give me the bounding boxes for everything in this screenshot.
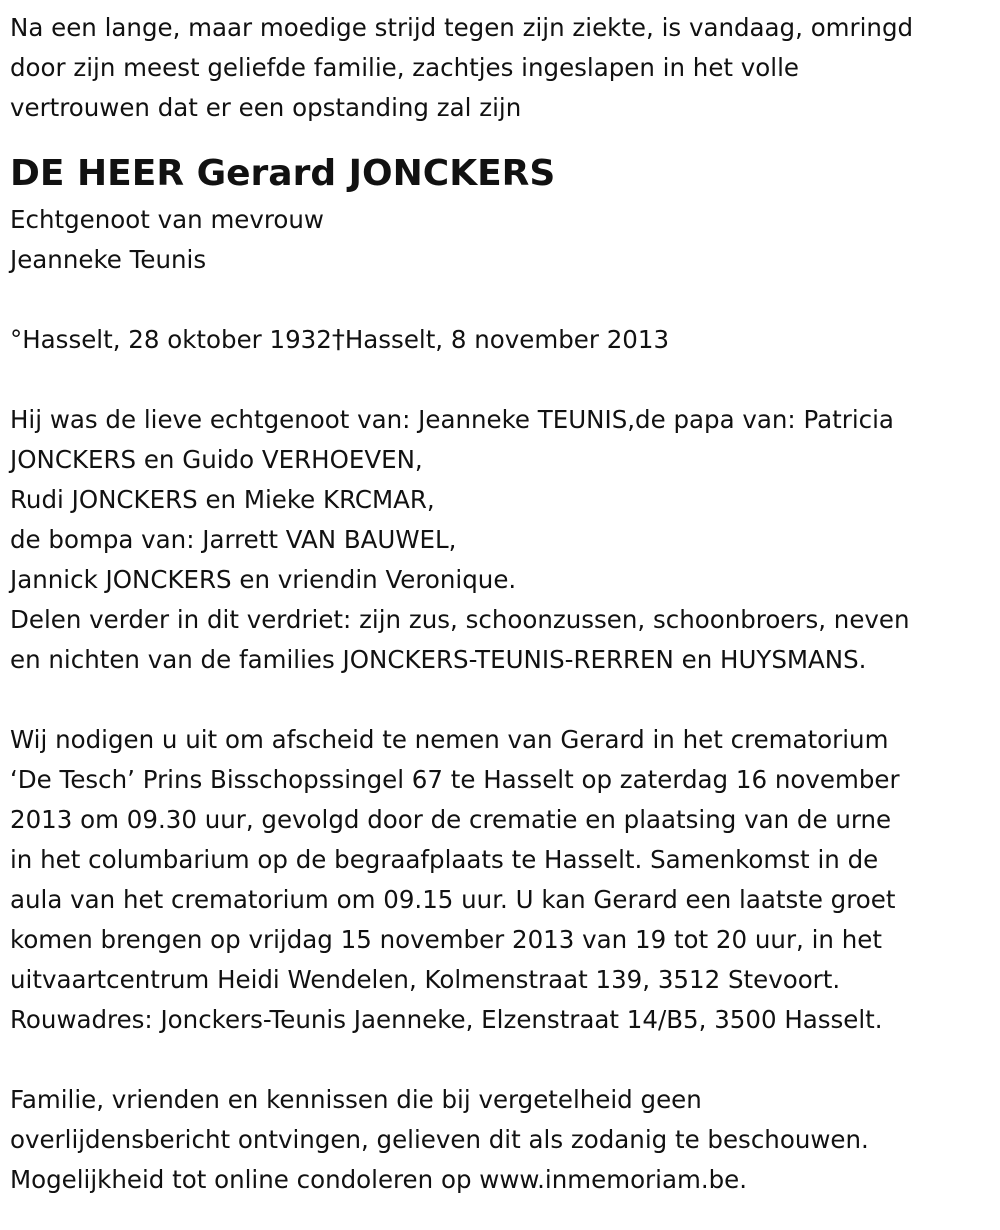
intro-line: door zijn meest geliefde familie, zachtjes ingeslapen in het volle bbox=[10, 53, 799, 82]
birth-symbol: ° bbox=[10, 325, 23, 354]
birth-date: Hasselt, 28 oktober 1932 bbox=[22, 325, 332, 354]
family-line: Hij was de lieve echtgenoot van: Jeanneke TEUNIS,de papa van: Patricia bbox=[10, 405, 894, 434]
family-line: Rudi JONCKERS en Mieke KRCMAR, bbox=[10, 485, 435, 514]
ceremony-line: komen brengen op vrijdag 15 november 2013 van 19 tot 20 uur, in het bbox=[10, 925, 882, 954]
ceremony-paragraph bbox=[10, 720, 1000, 1040]
ceremony-line: uitvaartcentrum Heidi Wendelen, Kolmenstraat 139, 3512 Stevoort. bbox=[10, 965, 841, 994]
mourning-address: Rouwadres: Jonckers-Teunis Jaenneke, Elzenstraat 14/B5, 3500 Hasselt. bbox=[10, 1005, 883, 1034]
death-date: Hasselt, 8 november 2013 bbox=[344, 325, 670, 354]
intro-line: vertrouwen dat er een opstanding zal zijn bbox=[10, 93, 522, 122]
intro-paragraph bbox=[10, 8, 1000, 128]
closing-line: overlijdensbericht ontvingen, gelieven dit als zodanig te beschouwen. bbox=[10, 1125, 869, 1154]
ceremony-line: aula van het crematorium om 09.15 uur. U kan Gerard een laatste groet bbox=[10, 885, 896, 914]
family-line: Delen verder in dit verdriet: zijn zus, schoonzussen, schoonbroers, neven bbox=[10, 605, 910, 634]
ceremony-line: 2013 om 09.30 uur, gevolgd door de crematie en plaatsing van de urne bbox=[10, 805, 892, 834]
cross-icon: † bbox=[331, 325, 345, 355]
deceased-name: DE HEER Gerard JONCKERS bbox=[10, 153, 556, 194]
ceremony-line: ‘De Tesch’ Prins Bisschopssingel 67 te Hasselt op zaterdag 16 november bbox=[10, 765, 900, 794]
ceremony-line: Wij nodigen u uit om afscheid te nemen van Gerard in het crematorium bbox=[10, 725, 889, 754]
spouse-line: Echtgenoot van mevrouw bbox=[10, 205, 324, 234]
life-dates bbox=[10, 320, 1000, 360]
family-paragraph bbox=[10, 400, 1000, 680]
spouse-name: Jeanneke Teunis bbox=[10, 245, 207, 274]
condolence-line: Mogelijkheid tot online condoleren op www.inmemoriam.be. bbox=[10, 1165, 748, 1194]
closing-line: Familie, vrienden en kennissen die bij vergetelheid geen bbox=[10, 1085, 702, 1114]
closing-paragraph bbox=[10, 1080, 1000, 1200]
family-line: en nichten van de families JONCKERS-TEUNIS-RERREN en HUYSMANS. bbox=[10, 645, 867, 674]
family-line: de bompa van: Jarrett VAN BAUWEL, bbox=[10, 525, 457, 554]
deceased-block bbox=[10, 148, 1000, 280]
ceremony-line: in het columbarium op de begraafplaats te Hasselt. Samenkomst in de bbox=[10, 845, 879, 874]
family-line: JONCKERS en Guido VERHOEVEN, bbox=[10, 445, 423, 474]
family-line: Jannick JONCKERS en vriendin Veronique. bbox=[10, 565, 517, 594]
intro-line: Na een lange, maar moedige strijd tegen zijn ziekte, is vandaag, omringd bbox=[10, 13, 914, 42]
